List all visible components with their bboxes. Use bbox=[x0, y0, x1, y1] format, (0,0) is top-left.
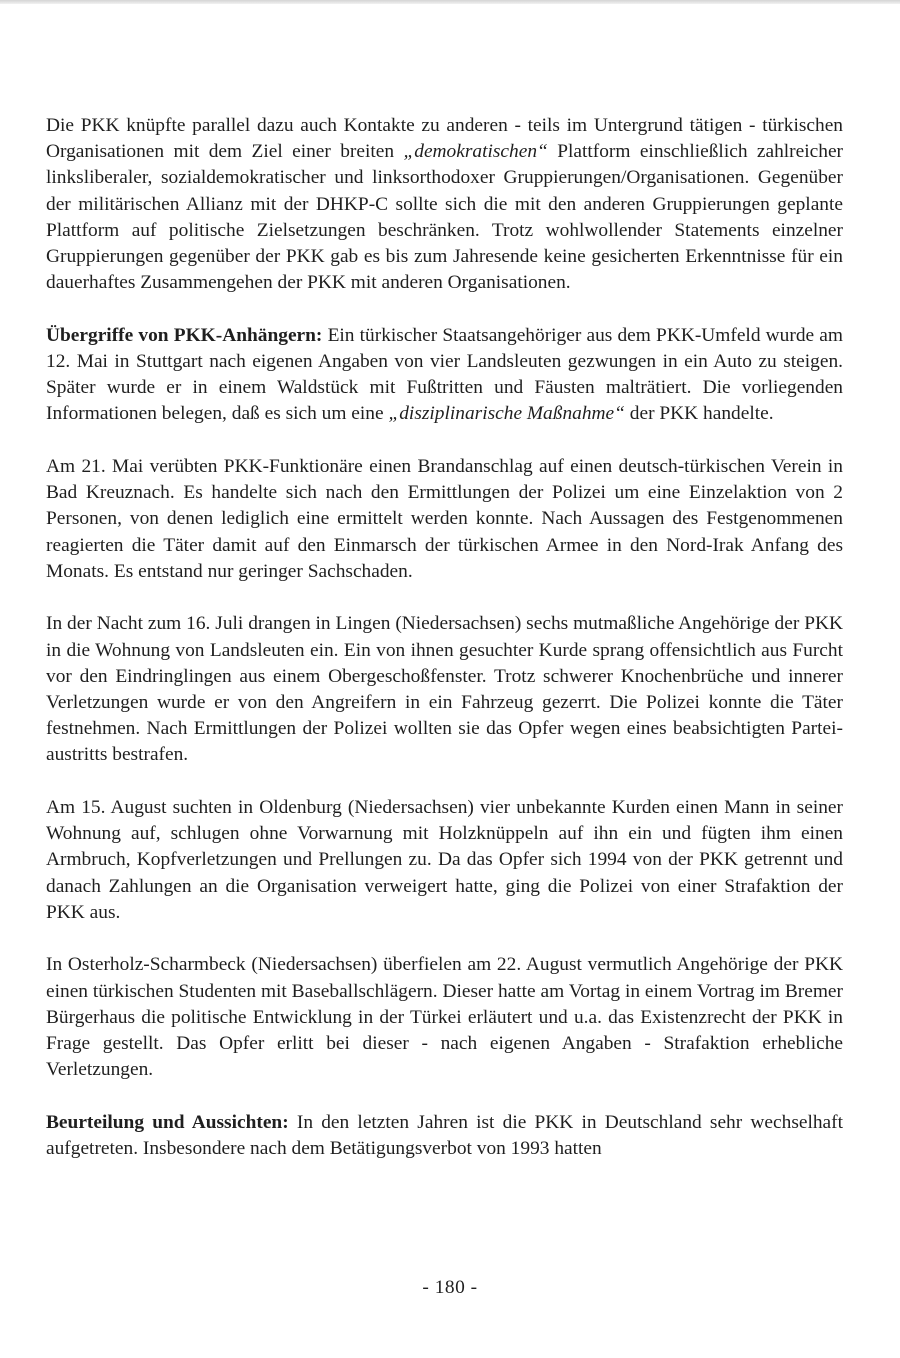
section-heading-uebergriffe: Übergriffe von PKK-Anhängern: bbox=[46, 324, 323, 346]
text-segment: Plattform einschließlich zahlreicher linksliberaler, sozialdemokratischer und linksorthodoxer Gruppierungen/Organisationen. Gegenüber der militärischen Allianz mit der DHKP-C sollte sich die mit den anderen Gruppierungen geplante Plattform auf politische Zielsetzungen beschränken. Trotz wohlwollender Statements einzelner Gruppierungen gegenüber der PKK gab es bis zum Jahresende keine gesicherten Erkenntnisse für ein dauerhaftes Zusammengehen der PKK mit anderen Organisationen. bbox=[46, 141, 844, 294]
text-segment: Am 15. August suchten in Oldenburg (Niedersachsen) vier unbekannte Kurden einen Mann in seiner Wohnung auf, schlugen ohne Vorwarnung mit Holzknüppeln auf ihn ein und fügten ihm einen Armbruch, Kopfverletzungen und Prellungen zu. Da das Opfer sich 1994 von der PKK getrennt und danach Zahlungen an die Organisation verweigert hatte, ging die Polizei von einer Strafaktion der PKK aus. bbox=[46, 797, 843, 923]
paragraph-osterholz bbox=[46, 952, 843, 1083]
text-segment: der PKK handelte. bbox=[624, 403, 774, 425]
text-segment: In den letzten Jahren ist die PKK in Deutschland sehr wechselhaft aufgetreten. Insbesondere nach dem Betätigungsverbot von 1993 hatten bbox=[46, 1111, 844, 1160]
text-segment: Ein türkischer Staatsangehöriger aus dem PKK-Umfeld wurde am 12. Mai in Stuttgart nach eigenen Angaben von vier Landsleuten gezwungen in ein Auto zu steigen. Später wurde er in einem Waldstück mit Fußtritten und Fäusten malträtiert. Die vorliegenden Informationen belegen, daß es sich um eine bbox=[46, 324, 843, 425]
text-segment: In Osterholz-Scharmbeck (Niedersachsen) überfielen am 22. August vermutlich Angehörige der PKK einen türkischen Studenten mit Baseballschlägern. Dieser hatte am Vortag in einem Vortrag im Bremer Bürgerhaus die politische Entwicklung in der Türkei erläutert und u.a. das Existenzrecht der PKK in Frage gestellt. Das Opfer erlitt bei dieser - nach eigenen Angaben - Strafaktion erhebliche Verletzungen. bbox=[46, 954, 843, 1081]
paragraph-oldenburg bbox=[46, 795, 843, 926]
italic-segment: „disziplinarische Maßnahme“ bbox=[388, 403, 625, 425]
top-edge-rule bbox=[0, 0, 900, 4]
text-segment: Die PKK knüpfte parallel dazu auch Kontakte zu anderen - teils im Untergrund tätigen - türkischen Organisationen mit dem Ziel einer breiten bbox=[46, 115, 843, 163]
paragraph-beurteilung bbox=[46, 1110, 843, 1162]
paragraph-pkk-contacts bbox=[46, 113, 843, 296]
section-heading-beurteilung: Beurteilung und Aussichten: bbox=[46, 1111, 289, 1133]
document-page bbox=[46, 113, 843, 1189]
text-segment: Am 21. Mai verübten PKK-Funktionäre einen Brandanschlag auf einen deutsch-türkischen Verein in Bad Kreuznach. Es handelte sich nach den Ermittlungen der Polizei um eine Einzelaktion von 2 Personen, von denen lediglich eine ermittelt werden konnte. Nach Aussagen des Festgenommenen reagierten die Täter damit auf den Einmarsch der türkischen Armee in den Nord-Irak Anfang des Monats. Es entstand nur geringer Sachschaden. bbox=[46, 456, 843, 582]
italic-segment: „demokratischen“ bbox=[403, 141, 548, 163]
text-segment: In der Nacht zum 16. Juli drangen in Lingen (Niedersachsen) sechs mutmaßliche Angehörige der PKK in die Wohnung von Landsleuten ein. Ein von ihnen gesuchter Kurde sprang offensichtlich aus Furcht vor den Eindringlingen aus einem Obergeschoßfenster. Trotz schwerer Knochenbrüche und innerer Verletzungen wurde er von den Angreifern in ein Fahrzeug gezerrt. Die Polizei konnte die Täter festnehmen. Nach Ermittlungen der Polizei wollten sie das Opfer wegen eines beabsichtigten Parteiaustritts bestrafen. bbox=[46, 613, 843, 766]
paragraph-uebergriffe bbox=[46, 323, 843, 428]
paragraph-bad-kreuznach bbox=[46, 454, 843, 585]
page-number: - 180 - bbox=[422, 1277, 478, 1298]
paragraph-lingen bbox=[46, 611, 843, 768]
